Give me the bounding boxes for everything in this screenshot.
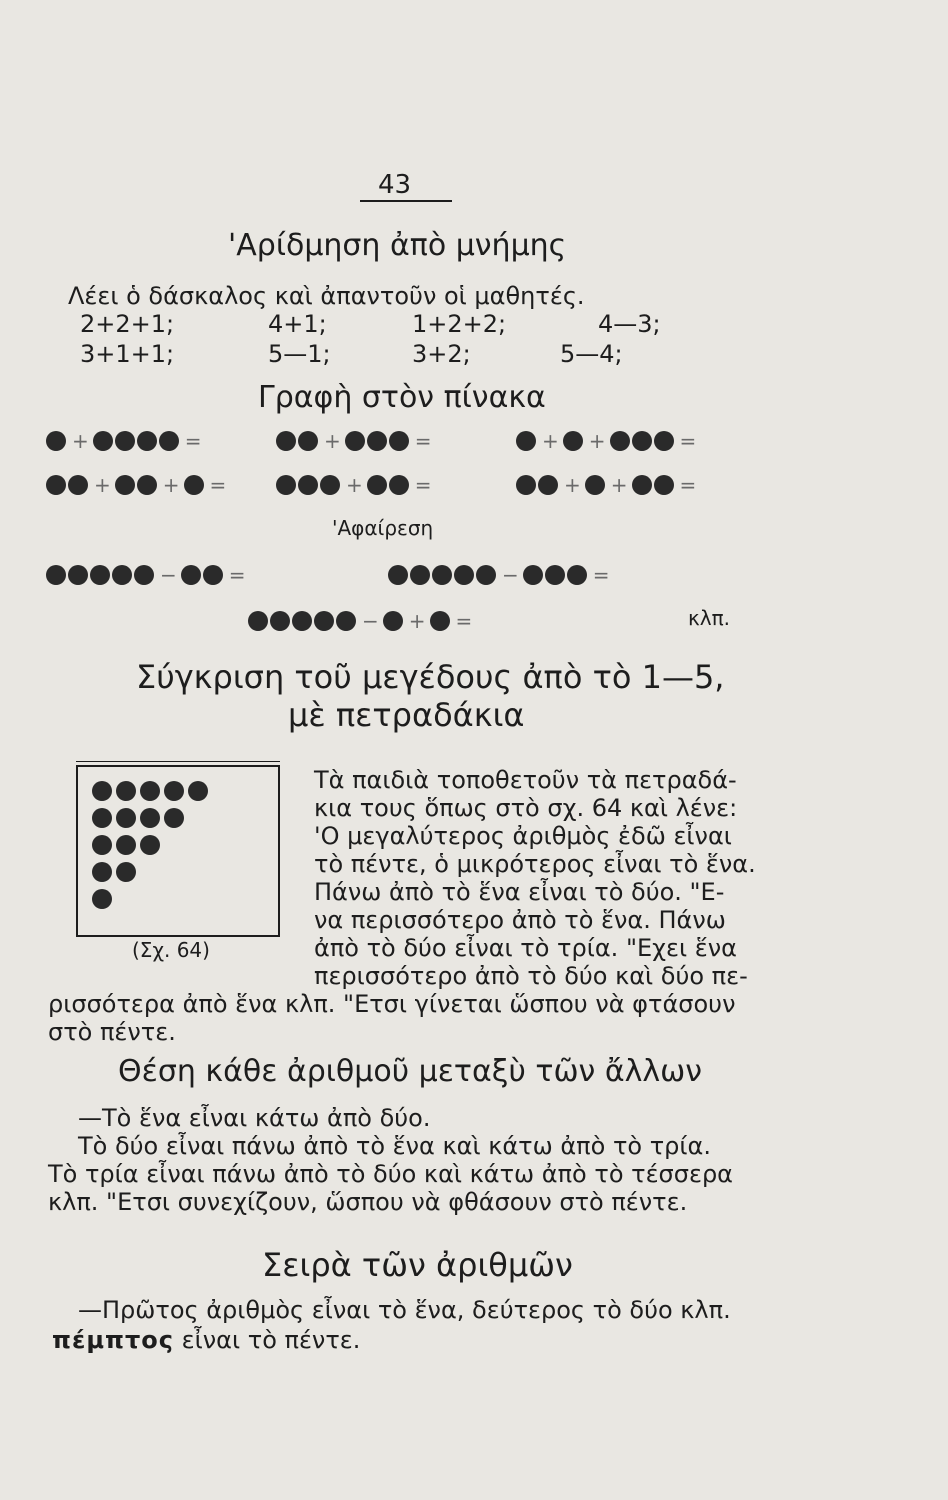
section-title-counting: 'Αρίδμηση ἀπὸ μνήμης	[228, 228, 567, 263]
operator-glyph: =	[209, 473, 227, 497]
operator-glyph: +	[72, 429, 89, 453]
stone	[367, 475, 387, 495]
stone	[654, 431, 674, 451]
stone	[276, 475, 296, 495]
stone	[298, 475, 318, 495]
expr: 4—3;	[598, 310, 661, 338]
figure-row	[92, 808, 188, 828]
expr: 5—1;	[268, 340, 331, 368]
body-line: κλπ. "Ετσι συνεχίζουν, ὥσπου νὰ φθάσουν στὸ πέντε.	[48, 1188, 688, 1216]
expr: 3+1+1;	[80, 340, 175, 368]
expr: 3+2;	[412, 340, 471, 368]
stone-equation	[516, 426, 700, 456]
expr: 2+2+1;	[80, 310, 175, 338]
operator-glyph: −	[362, 609, 379, 633]
stone	[292, 611, 312, 631]
stone	[92, 808, 112, 828]
stone-equation	[46, 560, 250, 590]
stone-equation	[46, 426, 206, 456]
expr: 5—4;	[560, 340, 623, 368]
section-title-order: Σειρὰ τῶν ἀριθμῶν	[262, 1246, 573, 1284]
operator-glyph: +	[324, 429, 341, 453]
body-line-rest: εἶναι τὸ πέντε.	[181, 1326, 361, 1354]
operator-glyph: +	[346, 473, 363, 497]
operator-glyph: =	[592, 563, 610, 587]
stone	[523, 565, 543, 585]
stone	[164, 781, 184, 801]
stone	[159, 431, 179, 451]
operator-glyph: +	[588, 429, 606, 453]
operator-glyph: +	[94, 473, 111, 497]
stone	[383, 611, 403, 631]
operator-glyph: +	[564, 473, 581, 497]
stone	[112, 565, 132, 585]
stone	[140, 835, 160, 855]
page-number-rule	[360, 200, 452, 202]
stone	[68, 475, 88, 495]
stone	[585, 475, 605, 495]
operator-glyph: =	[679, 473, 697, 497]
stone	[92, 862, 112, 882]
stone	[116, 835, 136, 855]
stone	[410, 565, 430, 585]
body-line: Τὸ δύο εἶναι πάνω ἀπὸ τὸ ἕνα καὶ κάτω ἀπὸ τὸ τρία.	[78, 1132, 711, 1160]
stone	[276, 431, 296, 451]
stone	[134, 565, 154, 585]
stone	[140, 808, 160, 828]
stone	[90, 565, 110, 585]
figure-caption: (Σχ. 64)	[132, 938, 210, 962]
operator-glyph: =	[455, 609, 473, 633]
body-line: 'Ο μεγαλύτερος ἀριθμὸς ἐδῶ εἶναι	[314, 822, 732, 850]
stone	[610, 431, 630, 451]
stone	[632, 431, 652, 451]
stone	[46, 475, 66, 495]
stone	[430, 611, 450, 631]
stone	[632, 475, 652, 495]
stone	[203, 565, 223, 585]
operator-glyph: −	[502, 563, 519, 587]
stone	[298, 431, 318, 451]
stone	[46, 431, 66, 451]
stone	[248, 611, 268, 631]
stone	[92, 781, 112, 801]
stone	[320, 475, 340, 495]
stone	[137, 431, 157, 451]
body-line: Τὰ παιδιὰ τοποθετοῦν τὰ πετραδά-	[314, 766, 737, 794]
stone	[137, 475, 157, 495]
body-line: στὸ πέντε.	[48, 1018, 176, 1046]
body-line: τὸ πέντε, ὁ μικρότερος εἶναι τὸ ἕνα.	[314, 850, 756, 878]
operator-glyph: +	[162, 473, 180, 497]
stone	[538, 475, 558, 495]
stone-equation	[276, 426, 436, 456]
body-line: Πάνω ἀπὸ τὸ ἕνα εἶναι τὸ δύο. "Ε-	[314, 878, 725, 906]
stone	[181, 565, 201, 585]
section-title-comparison-sub: μὲ πετραδάκια	[288, 696, 525, 734]
stone-equation	[46, 470, 230, 500]
stone	[389, 431, 409, 451]
body-line: κια τους ὅπως στὸ σχ. 64 καὶ λένε:	[314, 794, 738, 822]
body-line: να περισσότερο ἀπὸ τὸ ἕνα. Πάνω	[314, 906, 726, 934]
figure-row	[92, 889, 116, 909]
operator-glyph: =	[184, 429, 202, 453]
stone	[116, 781, 136, 801]
body-line: —Τὸ ἕνα εἶναι κάτω ἀπὸ δύο.	[78, 1104, 431, 1132]
operator-glyph: =	[414, 429, 432, 453]
stone	[92, 889, 112, 909]
body-line: ρισσότερα ἀπὸ ἕνα κλπ. "Ετσι γίνεται ὥσπου νὰ φτάσουν	[48, 990, 736, 1018]
stone	[116, 862, 136, 882]
figure-row	[92, 781, 212, 801]
stone	[184, 475, 204, 495]
stone	[164, 808, 184, 828]
section-title-position: Θέση κάθε ἀριθμοῦ μεταξὺ τῶν ἄλλων	[118, 1054, 703, 1089]
stone-equation	[276, 470, 436, 500]
figure-top-rule	[76, 761, 280, 762]
emphasis-word: πέμπτος	[52, 1326, 175, 1354]
stone	[454, 565, 474, 585]
stone	[93, 431, 113, 451]
section-title-comparison: Σύγκριση τοῦ μεγέδους ἀπὸ τὸ 1—5,	[136, 658, 725, 696]
stone	[476, 565, 496, 585]
expr: 1+2+2;	[412, 310, 507, 338]
stone	[345, 431, 365, 451]
stone	[545, 565, 565, 585]
stone	[336, 611, 356, 631]
stone	[116, 808, 136, 828]
stone	[115, 431, 135, 451]
stone	[68, 565, 88, 585]
figure-64-box	[76, 765, 280, 937]
stone	[115, 475, 135, 495]
operator-glyph: =	[228, 563, 246, 587]
stone	[92, 835, 112, 855]
body-line: περισσότερο ἀπὸ τὸ δύο καὶ δύο πε-	[314, 962, 748, 990]
stone	[567, 565, 587, 585]
etc-label: κλπ.	[688, 606, 731, 630]
operator-glyph: −	[160, 563, 177, 587]
operator-glyph: =	[414, 473, 432, 497]
page-number: 43	[378, 170, 412, 200]
stone-equation	[248, 606, 476, 636]
body-line: ἀπὸ τὸ δύο εἶναι τὸ τρία. "Εχει ἕνα	[314, 934, 737, 962]
body-line: —Πρῶτος ἀριθμὸς εἶναι τὸ ἕνα, δεύτερος τὸ δύο κλπ.	[78, 1296, 731, 1324]
operator-glyph: +	[542, 429, 559, 453]
body-line: Τὸ τρία εἶναι πάνω ἀπὸ τὸ δύο καὶ κάτω ἀπὸ τὸ τέσσερα	[48, 1160, 733, 1188]
stone	[367, 431, 387, 451]
body-line-last	[52, 1326, 360, 1354]
intro-text: Λέει ὁ δάσκαλος καὶ ἀπαντοῦν οἱ μαθητές.	[68, 282, 585, 310]
figure-row	[92, 862, 140, 882]
operator-glyph: =	[679, 429, 697, 453]
stone-equation	[516, 470, 700, 500]
stone	[140, 781, 160, 801]
stone	[654, 475, 674, 495]
section-title-board: Γραφὴ στὸν πίνακα	[258, 380, 546, 415]
stone	[188, 781, 208, 801]
stone	[516, 475, 536, 495]
stone	[46, 565, 66, 585]
stone	[563, 431, 583, 451]
stone	[389, 475, 409, 495]
stone-equation	[388, 560, 614, 590]
stone	[314, 611, 334, 631]
expr: 4+1;	[268, 310, 327, 338]
stone	[432, 565, 452, 585]
stone	[388, 565, 408, 585]
operator-glyph: +	[408, 609, 426, 633]
subtraction-label: 'Αφαίρεση	[332, 516, 434, 540]
figure-row	[92, 835, 164, 855]
stone	[516, 431, 536, 451]
stone	[270, 611, 290, 631]
operator-glyph: +	[610, 473, 628, 497]
